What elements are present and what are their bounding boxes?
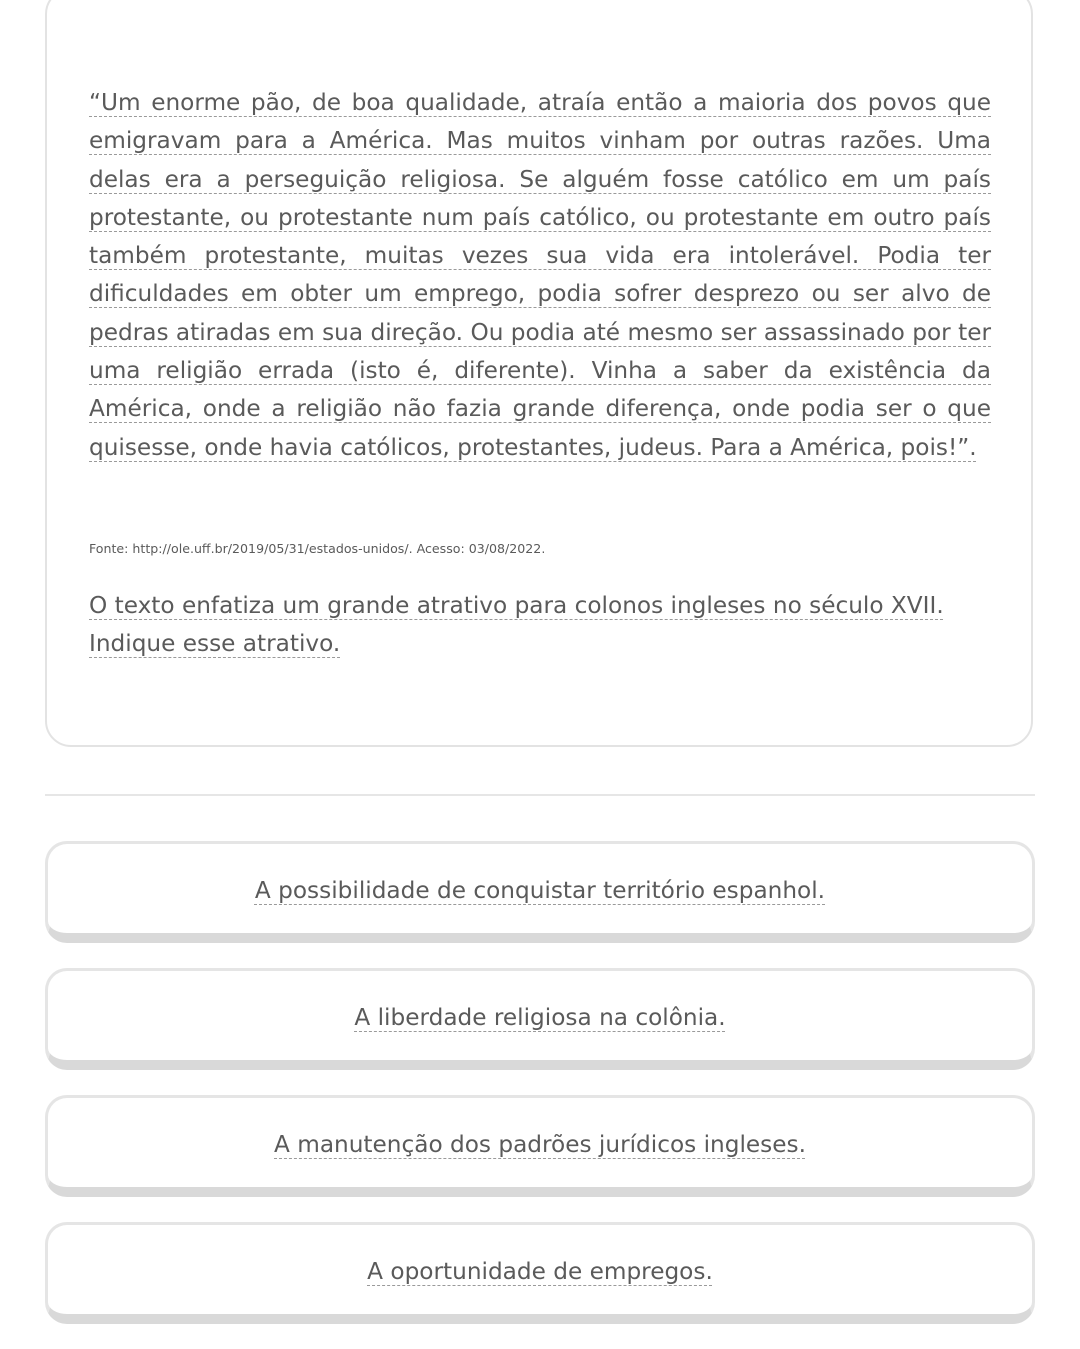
answer-option-label: A liberdade religiosa na colônia. [354,1003,726,1031]
divider [45,794,1035,796]
question-prompt [89,587,1009,664]
answer-option-2[interactable] [45,968,1035,1070]
passage-source: Fonte: http://ole.uff.br/2019/05/31/estados-unidos/. Acesso: 03/08/2022. [89,541,546,556]
question-passage [89,84,991,467]
answer-option-label: A manutenção dos padrões jurídicos ingleses. [274,1130,806,1158]
passage-text: “Um enorme pão, de boa qualidade, atraía então a maioria dos povos que emigravam para a América. Mas muitos vinham por outras razões. Uma delas era a perseguição religiosa. Se alguém fosse católico em um país protestante, ou protestante num país católico, ou protestante em outro país também protestante, muitas vezes sua vida era intolerável. Podia ter dificuldades em obter um emprego, podia sofrer desprezo ou ser alvo de pedras atiradas em sua direção. Ou podia até mesmo ser assassinado por ter uma religião errada (isto é, diferente). Vinha a saber da existência da América, onde a religião não fazia grande diferença, onde podia ser o que quisesse, onde havia católicos, protestantes, judeus. Para a América, pois!”. [89,89,991,461]
answer-option-1[interactable] [45,841,1035,943]
answer-option-4[interactable] [45,1222,1035,1324]
answer-option-3[interactable] [45,1095,1035,1197]
answer-options [45,841,1035,1349]
prompt-text: O texto enfatiza um grande atrativo para colonos ingleses no século XVII. Indique esse atrativo. [89,592,944,658]
answer-option-label: A possibilidade de conquistar território espanhol. [254,876,826,904]
answer-option-label: A oportunidade de empregos. [367,1257,713,1285]
